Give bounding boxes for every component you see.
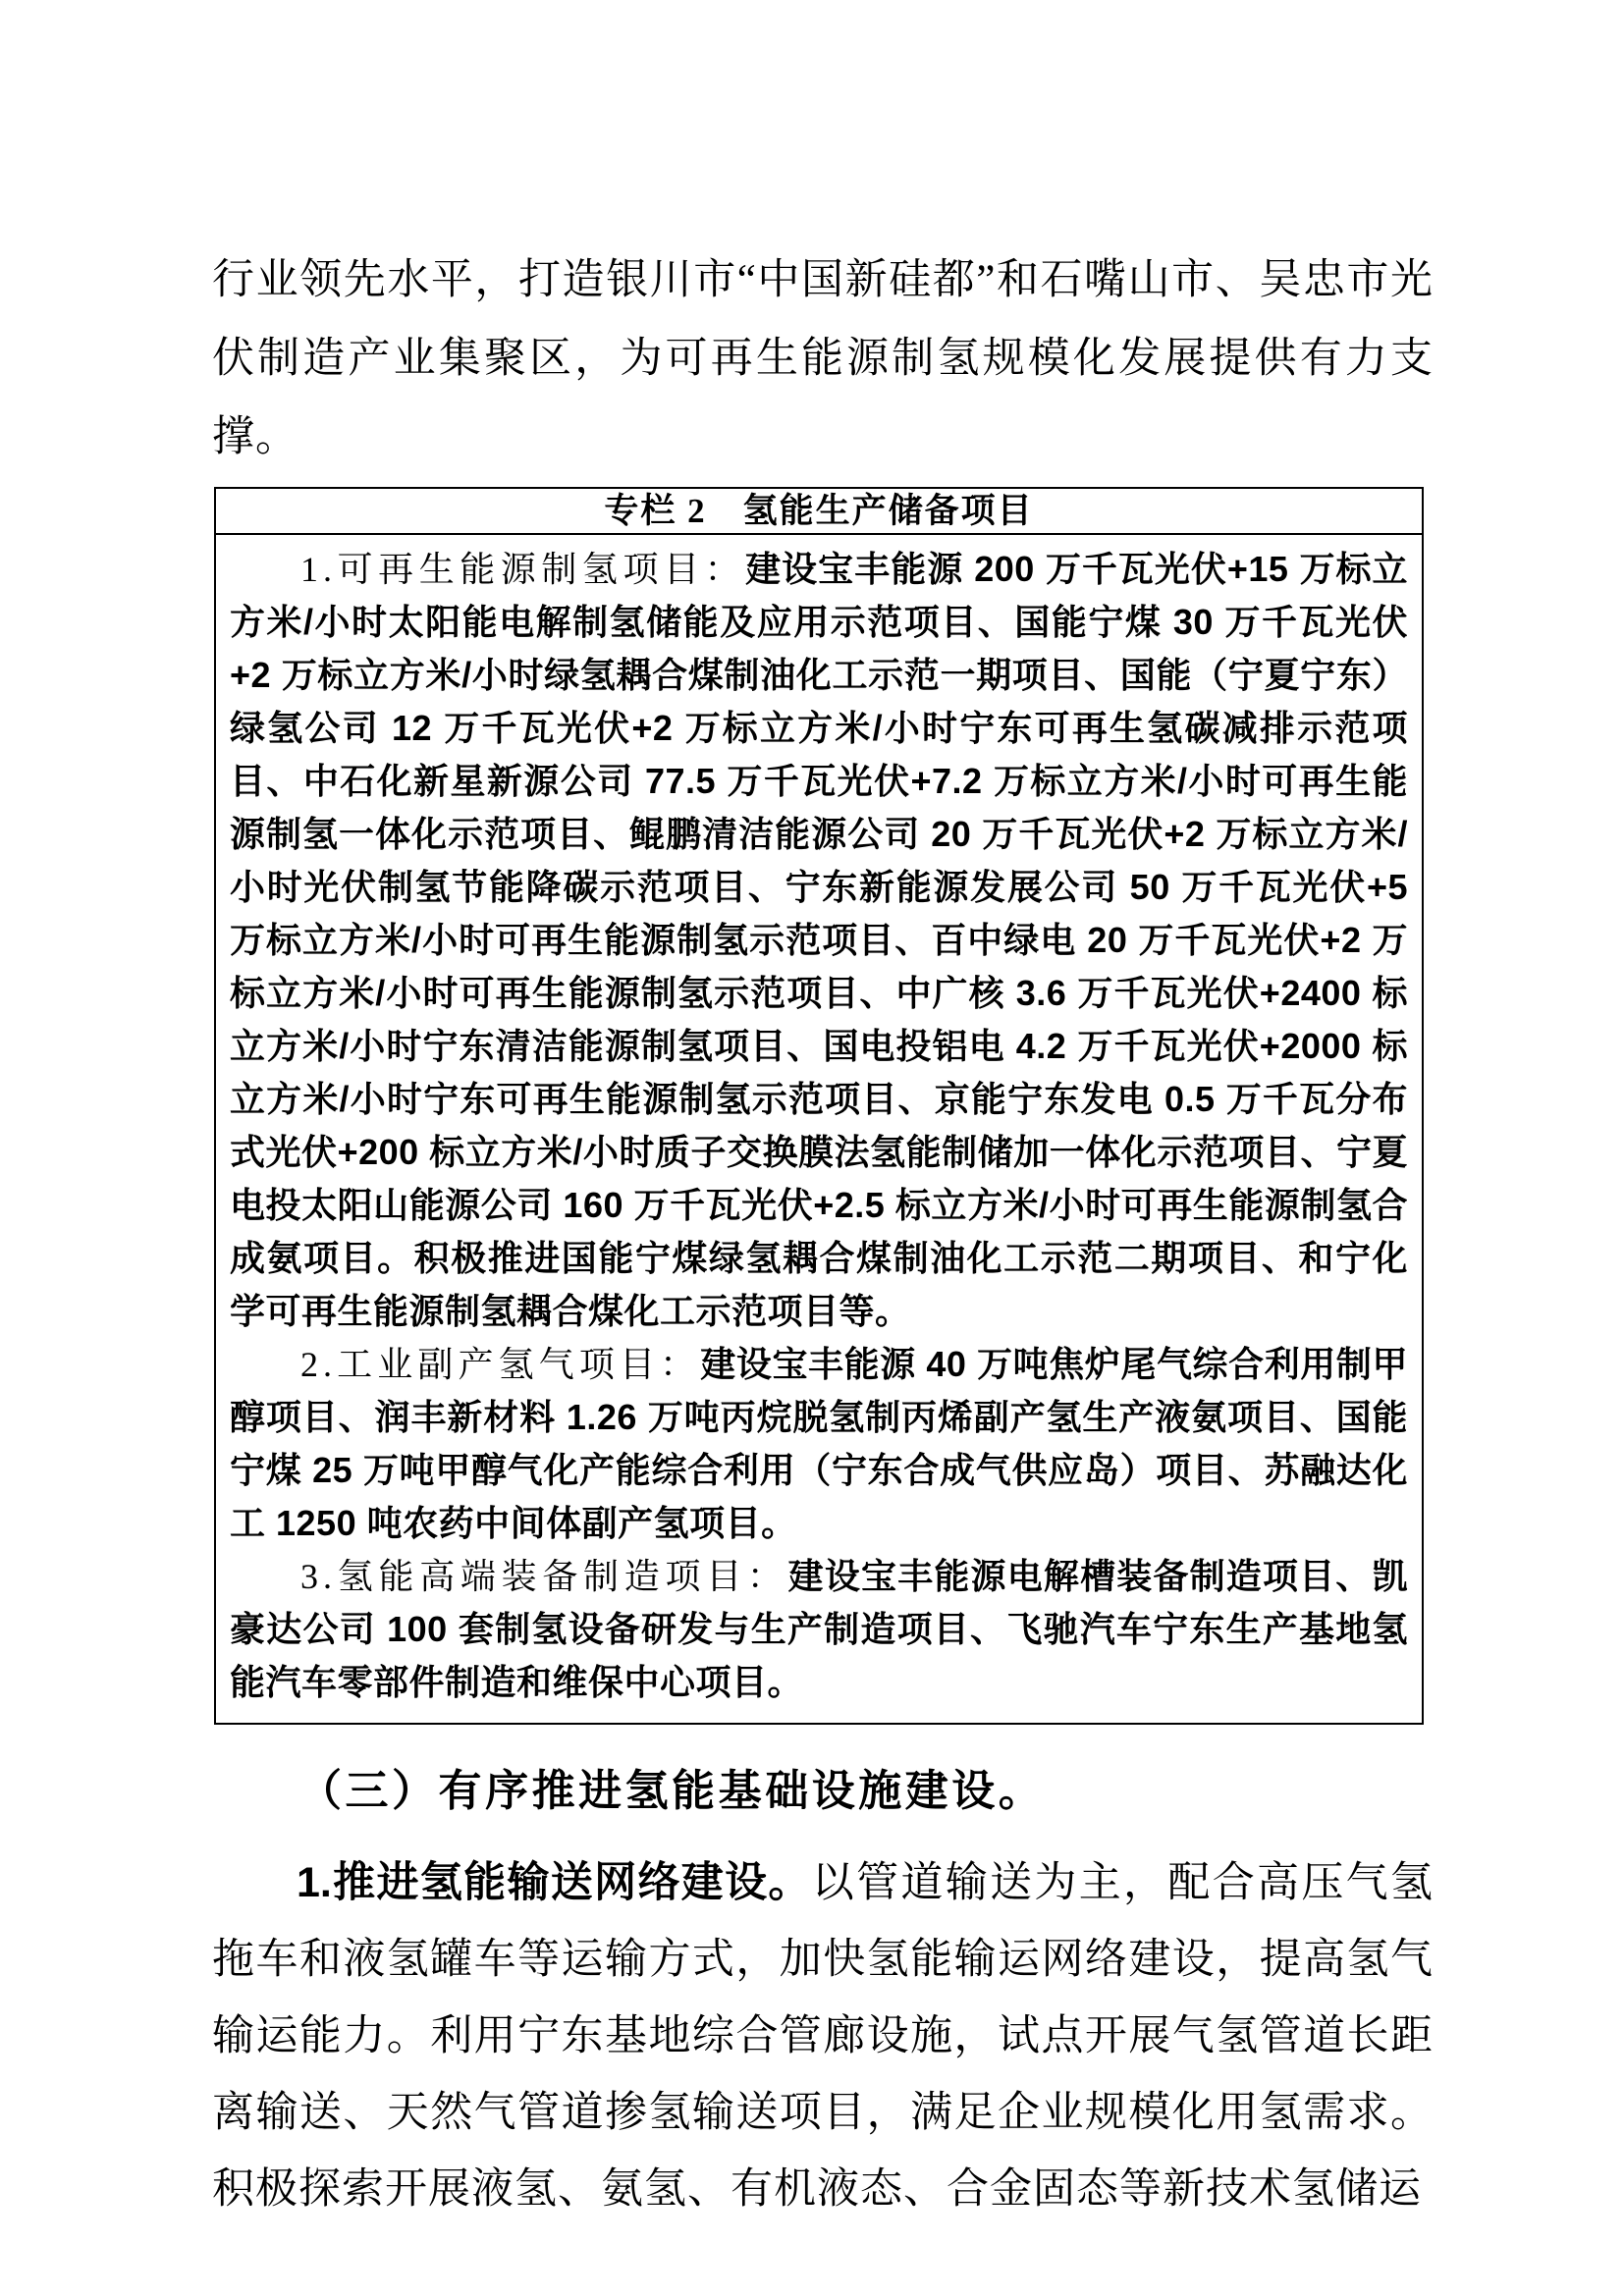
panel-paragraph-label: 1.可再生能源制氢项目：: [300, 550, 746, 589]
panel-paragraph-equipment-manufacturing: [230, 1550, 1408, 1709]
panel-paragraph-label: 2.工业副产氢气项目：: [300, 1345, 701, 1384]
panel-paragraph-byproduct-hydrogen: [230, 1338, 1408, 1550]
panel-paragraph-text: 建设宝丰能源 40 万吨焦炉尾气综合利用制甲醇项目、润丰新材料 1.26 万吨丙烷脱氢制丙烯副产氢生产液氨项目、国能宁煤 25 万吨甲醇气化产能综合利用（宁东合成气供应岛）项目、苏融达化工 1250 吨农药中间体副产氢项目。: [230, 1344, 1408, 1543]
panel-paragraph-renewable-hydrogen: [230, 543, 1408, 1338]
intro-paragraph: 行业领先水平，打造银川市“中国新硅都”和石嘴山市、吴忠市光伏制造产业集聚区，为可再生能源制氢规模化发展提供有力支撑。: [212, 257, 1434, 460]
panel-paragraph-label: 3.氢能高端装备制造项目：: [300, 1557, 788, 1596]
panel-paragraph-text: 建设宝丰能源电解槽装备制造项目、凯豪达公司 100 套制氢设备研发与生产制造项目、飞驰汽车宁东生产基地氢能汽车零部件制造和维保中心项目。: [230, 1556, 1408, 1702]
section-item-heading: 1.推进氢能输送网络建设。: [297, 1859, 812, 1906]
panel-body: [216, 535, 1422, 1723]
panel-title: 专栏 2 氢能生产储备项目: [216, 489, 1422, 535]
page-content: [212, 241, 1434, 2228]
column-panel: [214, 487, 1424, 1725]
section-heading: （三）有序推进氢能基础设施建设。: [298, 1767, 1046, 1815]
section-item-body: 以管道输送为主，配合高压气氢拖车和液氢罐车等运输方式，加快氢能输运网络建设，提高氢气输运能力。利用宁东基地综合管廊设施，试点开展气氢管道长距离输送、天然气管道掺氢输送项目，满足企业规模化用氢需求。积极探索开展液氢、氨氢、有机液态、合金固态等新技术氢储运: [212, 1860, 1434, 2213]
section-item-paragraph: [212, 1844, 1434, 2228]
panel-paragraph-text: 建设宝丰能源 200 万千瓦光伏+15 万标立方米/小时太阳能电解制氢储能及应用示范项目、国能宁煤 30 万千瓦光伏+2 万标立方米/小时绿氢耦合煤制油化工示范一期项目、国能（宁夏宁东）绿氢公司 12 万千瓦光伏+2 万标立方米/小时宁东可再生氢碳减排示范项目、中石化新星新源公司 77.5 万千瓦光伏+7.2 万标立方米/小时可再生能源制氢一体化示范项目、鲲鹏清洁能源公司 20 万千瓦光伏+2 万标立方米/小时光伏制氢节能降碳示范项目、宁东新能源发展公司 50 万千瓦光伏+5 万标立方米/小时可再生能源制氢示范项目、百中绿电 20 万千瓦光伏+2 万标立方米/小时可再生能源制氢示范项目、中广核 3.6 万千瓦光伏+2400 标立方米/小时宁东清洁能源制氢项目、国电投铝电 4.2 万千瓦光伏+2000 标立方米/小时宁东可再生能源制氢示范项目、京能宁东发电 0.5 万千瓦分布式光伏+200 标立方米/小时质子交换膜法氢能制储加一体化示范项目、宁夏电投太阳山能源公司 160 万千瓦光伏+2.5 标立方米/小时可再生能源制氢合成氨项目。积极推进国能宁煤绿氢耦合煤制油化工示范二期项目、和宁化学可再生能源制氢耦合煤化工示范项目等。: [230, 549, 1408, 1331]
